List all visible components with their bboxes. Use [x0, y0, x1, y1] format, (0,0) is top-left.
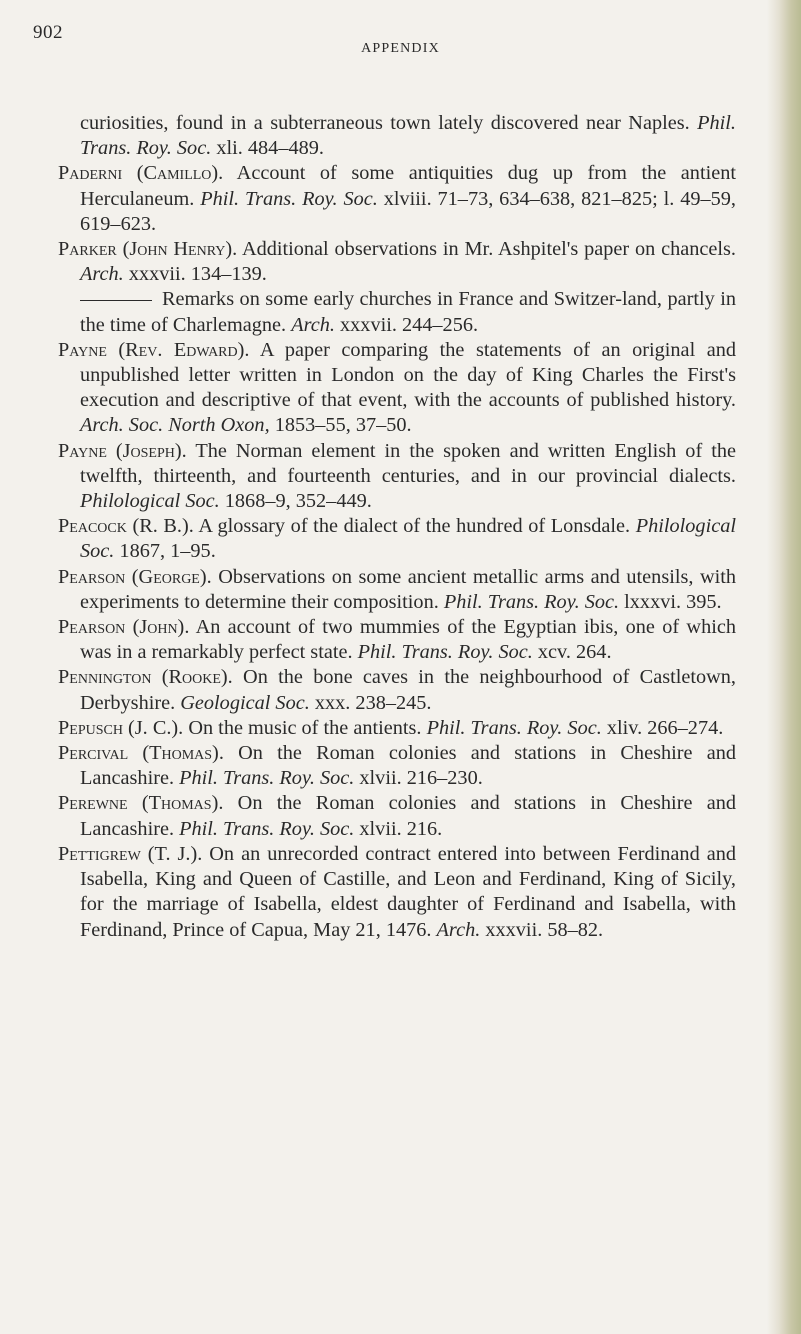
entry-ref: xxxvii. 134–139. — [123, 263, 267, 286]
entry-text: On the Roman colonies and stations in Cheshire and Lancashire. — [80, 742, 736, 790]
running-head: APPENDIX — [361, 41, 440, 56]
entry-ref: 1868–9, 352–449. — [219, 490, 372, 513]
entry-pepusch — [58, 716, 736, 741]
entry-source: Arch. Soc. North Oxon, — [80, 414, 270, 437]
entry-pearson-george — [58, 565, 736, 615]
entry-text: An account of two mummies of the Egyptian ibis, one of which was in a remarkably perfect state. — [80, 616, 736, 664]
entry-author: Pearson (George). — [58, 565, 212, 588]
entry-ref: 1867, 1–95. — [114, 540, 216, 563]
entry-author: Payne (Rev. Edward). — [58, 338, 250, 361]
entry-payne-edward — [58, 338, 736, 439]
page-number: 902 — [33, 22, 63, 43]
entry-peacock — [58, 514, 736, 564]
entry-text: Remarks on some early churches in France and Switzer-land, partly in the time of Charlemagne. — [80, 288, 736, 336]
entry-author: Peacock (R. B.). — [58, 515, 194, 538]
entry-source: Arch. — [436, 918, 481, 941]
entry-ref: xliv. 266–274. — [601, 716, 724, 739]
page-edge-shadow — [767, 0, 801, 1334]
entry-text: On the Roman colonies and stations in Cheshire and Lancashire. — [80, 792, 736, 840]
entry-source: Phil. Trans. Roy. Soc. — [80, 112, 736, 160]
entry-author: Pettigrew (T. J.). — [58, 842, 203, 865]
entry-ref: 1853–55, 37–50. — [269, 414, 412, 437]
entry-author: Percival (Thomas). — [58, 742, 224, 765]
entry-parker-2 — [58, 287, 736, 337]
entry-ref: xlviii. 71–73, 634–638, 821–825; l. 49–59, 619–623. — [80, 187, 736, 235]
ditto-dash — [80, 300, 152, 301]
entry-parker — [58, 237, 736, 287]
entry-text: A glossary of the dialect of the hundred of Lonsdale. — [193, 515, 636, 538]
entry-author: Perewne (Thomas). — [58, 792, 224, 815]
entry-ref: xcv. 264. — [532, 641, 612, 664]
entry-ref: xxxvii. 244–256. — [334, 313, 479, 336]
entry-pettigrew — [58, 842, 736, 943]
entry-ref: xxx. 238–245. — [309, 691, 432, 714]
entry-text: Account of some antiquities dug up from the antient Herculaneum. — [80, 162, 736, 210]
entry-payne-joseph — [58, 439, 736, 515]
entry-ref: xlvii. 216–230. — [354, 767, 483, 790]
entry-source: Phil. Trans. Roy. Soc. — [426, 716, 602, 739]
entry-source: Phil. Trans. Roy. Soc. — [179, 817, 355, 840]
entry-text: On the bone caves in the neighbourhood of Castletown, Derbyshire. — [80, 666, 737, 714]
entry-source: Philological Soc. — [80, 515, 736, 563]
entry-text: A paper comparing the statements of an original and unpublished letter written in London on the day of King Charles the First's execution and descriptive of that event, with the accounts of published history. — [80, 338, 736, 412]
entry-source: Phil. Trans. Roy. Soc. — [200, 187, 378, 210]
entry-percival — [58, 741, 736, 791]
entry-text: Observations on some ancient metallic arms and utensils, with experiments to determine their composition. — [80, 565, 736, 613]
entry-author: Payne (Joseph). — [58, 439, 187, 462]
entry-perewne — [58, 791, 736, 841]
entry-source: Philological Soc. — [80, 490, 220, 513]
entry-source: Phil. Trans. Roy. Soc. — [179, 767, 355, 790]
entry-text: Additional observations in Mr. Ashpitel's paper on chancels. — [237, 238, 737, 261]
entry-ref: xli. 484–489. — [211, 137, 324, 160]
entry-text: On the music of the antients. — [183, 716, 427, 739]
entry-source: Arch. — [291, 313, 335, 336]
entry-pennington — [58, 665, 736, 715]
entry-pearson-john — [58, 615, 736, 665]
entry-author: Paderni (Camillo). — [58, 162, 224, 185]
entry-source: Arch. — [80, 263, 124, 286]
entry-ref: xxxvii. 58–82. — [480, 918, 604, 941]
entry-ref: xlvii. 216. — [354, 817, 443, 840]
entry-continuation — [58, 111, 736, 161]
entry-author: Parker (John Henry). — [58, 238, 238, 261]
entry-source: Geological Soc. — [180, 691, 310, 714]
entry-paderni — [58, 161, 736, 237]
entry-text: On an unrecorded contract entered into between Ferdinand and Isabella, King and Queen of Castille, and Leon and Ferdinand, King of Sicily, for the marriage of Isabella, eldest daughter of Ferdinand and Isabella, with Ferdinand, Prince of Capua, May 21, 1476. — [80, 842, 736, 941]
entry-author: Pennington (Rooke). — [58, 666, 233, 689]
entry-author: Pepusch (J. C.). — [58, 716, 184, 739]
bibliography-entries — [58, 111, 736, 943]
entry-author: Pearson (John). — [58, 616, 190, 639]
entry-text: The Norman element in the spoken and written English of the twelfth, thirteenth, and fourteenth centuries, and in our provincial dialects. — [80, 439, 736, 487]
entry-source: Phil. Trans. Roy. Soc. — [443, 590, 620, 613]
entry-ref: lxxxvi. 395. — [619, 590, 722, 613]
entry-source: Phil. Trans. Roy. Soc. — [357, 641, 533, 664]
entry-text: curiosities, found in a subterraneous town lately discovered near Naples. — [80, 112, 698, 134]
